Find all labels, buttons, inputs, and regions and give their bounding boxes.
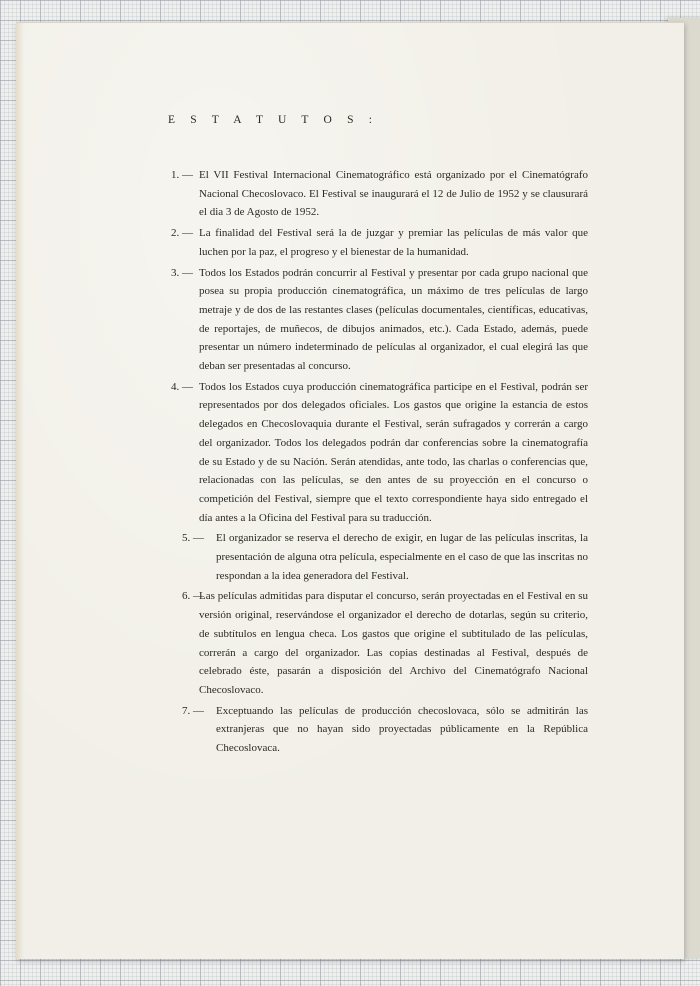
article-1 <box>168 166 588 222</box>
statutes-heading: E S T A T U T O S : <box>168 114 379 126</box>
document-page <box>16 22 684 959</box>
article-5 <box>168 529 588 585</box>
article-text: La finalidad del Festival será la de juzgar y premiar las películas de más valor que luchen por la paz, el progreso y el bienestar de la humanidad. <box>199 227 588 258</box>
article-text: Las películas admitidas para disputar el concurso, serán proyectadas en el Festival en su versión original, reservándose el organizador el derecho de dotarlas, según su criterio, de subtítulos en lengua checa. Los gastos que origine el subtitulado de las películas, correrán a cargo del organizador. Las copias destinadas al Festival, después de celebrado éste, pasarán a disposición del Archivo del Cinematógrafo Nacional Checoslovaco. <box>199 590 588 696</box>
article-3 <box>168 264 588 376</box>
article-7 <box>168 702 588 758</box>
article-text: El organizador se reserva el derecho de exigir, en lugar de las películas inscritas, la presentación de alguna otra película, especialmente en el caso de que las inscritas no respondan a la idea generadora del Festival. <box>216 532 589 582</box>
article-6 <box>168 587 588 699</box>
article-text: Todos los Estados cuya producción cinematográfica participe en el Festival, podrán ser representados por dos delegados oficiales. Los gastos que origine la estancia de estos delegados en Checoslovaquia durante el Festival, serán sufragados y correrán a cargo del organizador. Todos los delegados podrán dar conferencias sobre la cinematografía de su Estado y de su Nación. Serán atendidas, ante todo, las charlas o conferencias que, relacionadas con las películas, se den antes de su proyección en el concurso o competición del Festival, siempre que el texto correspondiente haya sido entregado el día antes a la Oficina del Festival para su traducción. <box>199 380 588 524</box>
article-2 <box>168 224 588 261</box>
article-text: El VII Festival Internacional Cinematográfico está organizado por el Cinematógrafo Nacional Checoslovaco. El Festival se inaugurará el 12 de Julio de 1952 y se clausurará el dia 3 de Agosto de 1952. <box>199 169 588 219</box>
article-number: 1. — <box>171 169 193 181</box>
article-number: 3. — <box>171 266 193 279</box>
article-number: 6. — <box>182 590 204 603</box>
article-4 <box>168 378 588 528</box>
article-number: 5. — <box>182 532 204 545</box>
article-text: Exceptuando las películas de producción checoslovaca, sólo se admitirán las extranjeras que no hayan sido proyectadas públicamente en la República Checoslovaca. <box>216 704 588 755</box>
article-text: Todos los Estados podrán concurrir al Festival y presentar por cada grupo nacional que posea su propia producción cinematográfica, un máximo de tres películas de largo metraje y de dos de las restantes clases (películas documentales, científicas, educativas, de reportajes, de muñecos, de dibujos animados, etc.). Cada Estado, además, puede presentar un número indeterminado de películas al organizador, el cual elegirá las que deban ser presentadas al concurso. <box>199 266 588 373</box>
article-number: 2. — <box>171 227 193 240</box>
article-number: 7. — <box>182 704 204 717</box>
statutes-list <box>168 166 588 760</box>
article-number: 4. — <box>171 380 193 393</box>
